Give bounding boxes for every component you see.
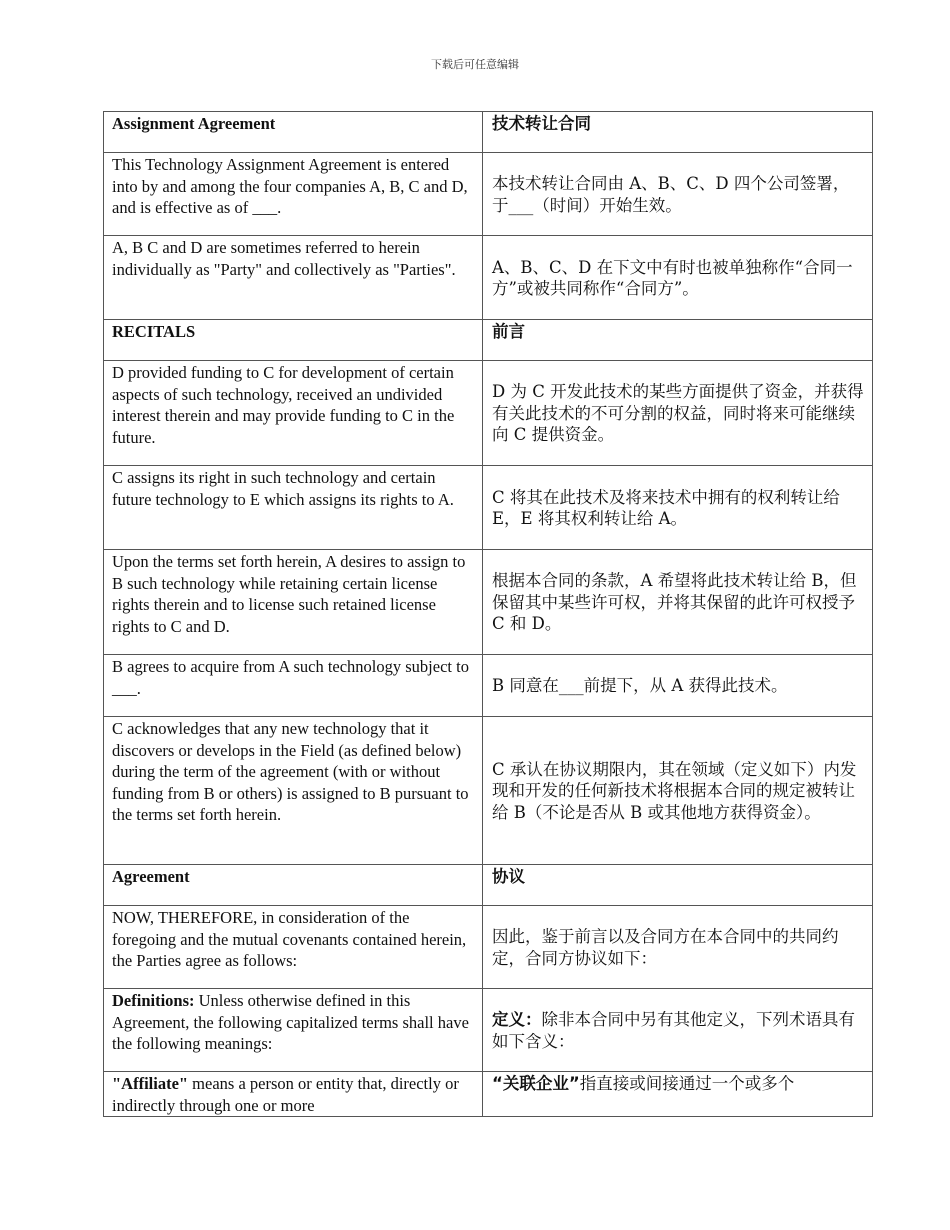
zh-clause-parties-intro: 本技术转让合同由 A、B、C、D 四个公司签署，于___（时间）开始生效。 bbox=[483, 153, 873, 236]
en-recital-a-desires: Upon the terms set forth herein, A desires to assign to B such technology while retaining certain license rights therein and to license such retained license rights to C and D. bbox=[104, 550, 483, 655]
table-row bbox=[104, 989, 873, 1072]
en-clause-now-therefore: NOW, THEREFORE, in consideration of the foregoing and the mutual covenants contained herein, the Parties agree as follows: bbox=[104, 906, 483, 989]
en-heading-agreement: Agreement bbox=[104, 865, 483, 906]
table-row bbox=[104, 112, 873, 153]
en-clause-affiliate bbox=[104, 1072, 483, 1117]
table-row bbox=[104, 320, 873, 361]
table-row bbox=[104, 466, 873, 550]
bilingual-agreement-table bbox=[103, 111, 873, 1117]
zh-recital-c-acknowledges: C 承认在协议期限内，其在领域（定义如下）内发现和开发的任何新技术将根据本合同的规定被转让给 B（不论是否从 B 或其他地方获得资金）。 bbox=[483, 717, 873, 865]
en-heading-recitals: RECITALS bbox=[104, 320, 483, 361]
zh-term-definitions: 定义： bbox=[492, 1010, 542, 1029]
zh-heading-agreement: 协议 bbox=[483, 865, 873, 906]
en-recital-c-assigns: C assigns its right in such technology and certain future technology to E which assigns its rights to A. bbox=[104, 466, 483, 550]
zh-heading-assignment-agreement: 技术转让合同 bbox=[483, 112, 873, 153]
table-row bbox=[104, 236, 873, 320]
zh-clause-affiliate bbox=[483, 1072, 873, 1117]
zh-recital-a-desires: 根据本合同的条款，A 希望将此技术转让给 B，但保留其中某些许可权，并将其保留的此许可权授予 C 和 D。 bbox=[483, 550, 873, 655]
table-row bbox=[104, 717, 873, 865]
zh-clause-definitions bbox=[483, 989, 873, 1072]
zh-term-affiliate: “关联企业” bbox=[492, 1074, 580, 1093]
table-row bbox=[104, 865, 873, 906]
zh-heading-recitals: 前言 bbox=[483, 320, 873, 361]
en-definitions-text: Unless otherwise defined in this Agreement, the following capitalized terms shall have the following meanings: bbox=[112, 991, 469, 1053]
en-affiliate-text: means a person or entity that, directly or indirectly through one or more bbox=[112, 1074, 459, 1115]
zh-definitions-text: 除非本合同中另有其他定义，下列术语具有如下含义： bbox=[492, 1010, 855, 1051]
zh-recital-c-assigns: C 将其在此技术及将来技术中拥有的权利转让给 E，E 将其权利转让给 A。 bbox=[483, 466, 873, 550]
table-row bbox=[104, 906, 873, 989]
en-clause-party-definitions: A, B C and D are sometimes referred to herein individually as "Party" and collectively as "Parties". bbox=[104, 236, 483, 320]
zh-clause-now-therefore: 因此，鉴于前言以及合同方在本合同中的共同约定，合同方协议如下： bbox=[483, 906, 873, 989]
table-row bbox=[104, 655, 873, 717]
en-heading-assignment-agreement: Assignment Agreement bbox=[104, 112, 483, 153]
en-clause-parties-intro: This Technology Assignment Agreement is entered into by and among the four companies A, B, C and D, and is effective as of ___. bbox=[104, 153, 483, 236]
en-recital-b-agrees: B agrees to acquire from A such technology subject to ___. bbox=[104, 655, 483, 717]
en-recital-d-funding: D provided funding to C for development of certain aspects of such technology, received an undivided interest therein and may provide funding to C in the future. bbox=[104, 361, 483, 466]
en-recital-c-acknowledges: C acknowledges that any new technology that it discovers or develops in the Field (as defined below) during the term of the agreement (with or without funding from B or others) is assigned to B pursuant to the terms set forth herein. bbox=[104, 717, 483, 865]
zh-clause-party-definitions: A、B、C、D 在下文中有时也被单独称作“合同一方”或被共同称作“合同方”。 bbox=[483, 236, 873, 320]
table-row bbox=[104, 1072, 873, 1117]
header-note: 下载后可任意编辑 bbox=[431, 58, 519, 71]
zh-affiliate-text: 指直接或间接通过一个或多个 bbox=[579, 1074, 795, 1093]
table-row bbox=[104, 550, 873, 655]
zh-recital-b-agrees: B 同意在___前提下，从 A 获得此技术。 bbox=[483, 655, 873, 717]
table-row bbox=[104, 361, 873, 466]
zh-recital-d-funding: D 为 C 开发此技术的某些方面提供了资金，并获得有关此技术的不可分割的权益，同时将来可能继续向 C 提供资金。 bbox=[483, 361, 873, 466]
table-row bbox=[104, 153, 873, 236]
en-term-affiliate: "Affiliate" bbox=[112, 1074, 189, 1093]
en-term-definitions: Definitions: bbox=[112, 991, 195, 1010]
en-clause-definitions bbox=[104, 989, 483, 1072]
